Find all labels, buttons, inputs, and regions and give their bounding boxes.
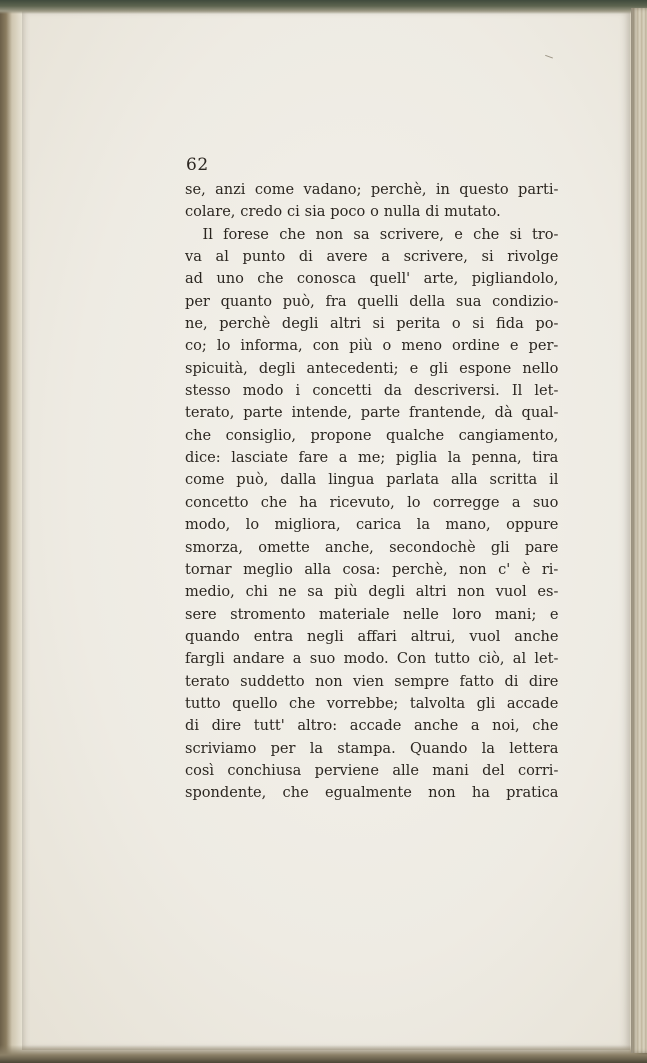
- word: frantende,: [409, 403, 486, 422]
- word: se,: [185, 180, 206, 198]
- word: egualmente: [324, 783, 412, 802]
- word: tutt': [253, 716, 285, 735]
- word: materiale: [319, 604, 390, 623]
- word: scritta: [489, 470, 538, 489]
- word: mano,: [445, 515, 491, 534]
- word: non: [315, 224, 344, 243]
- word: si: [481, 247, 494, 266]
- word: di: [298, 247, 313, 266]
- word: conosca: [296, 269, 357, 288]
- word: a: [511, 492, 521, 511]
- word: es-: [537, 582, 559, 601]
- word: al: [215, 247, 229, 266]
- word: scriviamo: [185, 738, 257, 757]
- text-line: [185, 513, 558, 535]
- text-line: [185, 759, 558, 781]
- word: propone: [310, 425, 372, 444]
- word: terato: [185, 671, 230, 690]
- text-line: [185, 781, 558, 803]
- word: per: [185, 291, 210, 310]
- word: lo: [245, 515, 260, 534]
- word: si: [509, 224, 522, 243]
- word: in: [435, 180, 450, 198]
- word: che: [532, 716, 559, 735]
- word: modo,: [185, 515, 231, 534]
- word: e: [509, 336, 519, 355]
- word: fida: [496, 314, 524, 333]
- word: sa: [353, 224, 370, 243]
- word: anche,: [324, 537, 374, 556]
- word: forese: [223, 224, 269, 243]
- text-line: [185, 625, 558, 647]
- word: me;: [357, 448, 386, 467]
- text-line: [185, 379, 558, 401]
- text-line: [185, 692, 558, 714]
- word: ad: [185, 269, 203, 288]
- word: accade: [349, 716, 402, 735]
- word: per-: [528, 336, 559, 355]
- word: punto: [242, 247, 286, 266]
- word: credo: [240, 202, 283, 221]
- text-line: [185, 334, 558, 356]
- word: parte: [360, 403, 401, 422]
- word: tutto: [185, 693, 221, 712]
- word: lo: [216, 336, 231, 355]
- word: qualche: [385, 425, 445, 444]
- word: rivolge: [507, 247, 559, 266]
- word: colare,: [185, 202, 236, 221]
- word: che: [282, 783, 309, 802]
- word: parti-: [518, 180, 559, 198]
- word: spicuità,: [185, 358, 248, 377]
- word: po-: [535, 314, 559, 333]
- word: fra: [325, 291, 347, 310]
- word: e: [409, 358, 419, 377]
- word: quanto: [220, 291, 272, 310]
- word: questo: [459, 180, 509, 198]
- word: cangiamento,: [458, 425, 559, 444]
- text-line: [185, 491, 558, 513]
- word: chi: [245, 582, 268, 601]
- word: va: [185, 247, 202, 266]
- word: lettera: [509, 738, 559, 757]
- word: uno: [216, 269, 244, 288]
- word: dice:: [185, 448, 221, 467]
- word: degli: [281, 314, 319, 333]
- word: dire: [211, 716, 242, 735]
- word: smorza,: [185, 537, 243, 556]
- word: alla: [304, 559, 332, 578]
- word: perchè,: [391, 559, 448, 578]
- word: il: [549, 470, 559, 489]
- word: medio,: [185, 582, 235, 601]
- word: la: [447, 448, 462, 467]
- word: non: [428, 783, 456, 802]
- word: scrivere,: [379, 224, 445, 243]
- word: vadano;: [303, 180, 362, 198]
- word: o: [370, 202, 379, 221]
- word: Quando: [409, 738, 468, 757]
- word: lasciate: [231, 448, 288, 467]
- word: entra: [253, 626, 294, 645]
- word: Il: [202, 224, 213, 243]
- text-line: [185, 357, 558, 379]
- word: condizio-: [492, 291, 559, 310]
- word: tro-: [531, 224, 559, 243]
- word: quello: [232, 693, 278, 712]
- word: di: [185, 716, 199, 735]
- text-line: [185, 424, 558, 446]
- word: intende,: [291, 403, 352, 422]
- word: sa: [307, 582, 324, 601]
- word: ordine: [452, 336, 500, 355]
- word: c': [498, 559, 511, 578]
- word: quando: [185, 626, 240, 645]
- word: meno: [401, 336, 442, 355]
- word: dà: [494, 403, 513, 422]
- word: che: [473, 224, 500, 243]
- word: penna,: [471, 448, 522, 467]
- text-line: [185, 401, 558, 423]
- word: non: [315, 671, 343, 690]
- word: a: [338, 448, 348, 467]
- word: stesso: [185, 381, 231, 400]
- word: mani;: [494, 604, 537, 623]
- word: altri: [415, 582, 447, 601]
- word: modo.: [343, 649, 389, 668]
- word: migliora,: [274, 515, 341, 534]
- word: let-: [534, 649, 559, 668]
- word: loro: [452, 604, 482, 623]
- word: secondochè: [389, 537, 476, 556]
- word: a: [381, 247, 390, 266]
- word: o: [451, 314, 461, 333]
- text-line: [185, 647, 558, 669]
- text-line: [185, 446, 558, 468]
- word: informa,: [240, 336, 303, 355]
- word: ha: [471, 783, 490, 802]
- word: arte,: [423, 269, 459, 288]
- word: noi,: [492, 716, 520, 735]
- word: conchiusa: [227, 760, 302, 779]
- text-line: [185, 245, 558, 267]
- word: può,: [282, 291, 315, 310]
- word: si: [472, 314, 485, 333]
- word: Il: [511, 381, 523, 400]
- text-line: [185, 468, 558, 490]
- word: suo: [532, 492, 559, 511]
- word: a: [470, 716, 480, 735]
- word: omette: [258, 537, 310, 556]
- binding-top-edge: [0, 0, 647, 14]
- word: per: [270, 738, 296, 757]
- word: negli: [307, 626, 344, 645]
- word: quell': [369, 269, 411, 288]
- text-line: [185, 178, 558, 200]
- word: ri-: [541, 559, 559, 578]
- word: pratica: [506, 783, 559, 802]
- word: del: [482, 760, 505, 779]
- word: fargli: [185, 649, 225, 668]
- word: espone: [459, 358, 512, 377]
- word: è: [521, 559, 531, 578]
- text-line: [185, 312, 558, 334]
- word: non: [457, 582, 485, 601]
- word: sere: [185, 604, 217, 623]
- word: stampa.: [337, 738, 396, 757]
- text-line: [185, 714, 558, 736]
- word: lo: [407, 492, 421, 511]
- text-line: [185, 670, 558, 692]
- word: può,: [236, 470, 269, 489]
- word: dalla: [280, 470, 317, 489]
- word: che: [279, 224, 306, 243]
- word: perchè,: [370, 180, 427, 198]
- word: non: [459, 559, 487, 578]
- word: corregge: [432, 492, 500, 511]
- word: che: [289, 693, 316, 712]
- word: sua: [455, 291, 482, 310]
- word: spondente,: [185, 783, 267, 802]
- word: tornar: [185, 559, 232, 578]
- word: perchè: [219, 314, 271, 333]
- word: accade: [506, 693, 559, 712]
- word: suddetto: [240, 671, 305, 690]
- word: da: [383, 381, 402, 400]
- text-line: [185, 200, 558, 222]
- word: e: [454, 224, 463, 243]
- word: tutto: [434, 649, 471, 668]
- text-line: [185, 290, 558, 312]
- text-line: [185, 580, 558, 602]
- word: parlata: [386, 470, 440, 489]
- word: andare: [232, 649, 285, 668]
- word: che: [185, 425, 212, 444]
- word: sia: [304, 202, 326, 221]
- word: la: [309, 738, 324, 757]
- word: gli: [429, 358, 448, 377]
- word: come: [185, 470, 225, 489]
- word: ne: [278, 582, 297, 601]
- word: cosa:: [342, 559, 381, 578]
- word: vorrebbe;: [326, 693, 399, 712]
- word: con: [312, 336, 340, 355]
- word: piglia: [395, 448, 438, 467]
- word: della: [409, 291, 446, 310]
- word: più: [334, 582, 358, 601]
- word: carica: [356, 515, 402, 534]
- word: come: [254, 180, 295, 198]
- word: antecedenti;: [306, 358, 399, 377]
- word: ciò,: [478, 649, 505, 668]
- page-leaves-edge: [631, 8, 647, 1053]
- word: fatto: [459, 671, 495, 690]
- word: stromento: [230, 604, 306, 623]
- word: alle: [392, 760, 419, 779]
- word: pigliandolo,: [471, 269, 559, 288]
- word: a: [292, 649, 302, 668]
- word: nulla: [383, 202, 421, 221]
- word: gli: [476, 693, 496, 712]
- text-line: [185, 267, 558, 289]
- word: ne,: [185, 314, 208, 333]
- word: poco: [330, 202, 366, 221]
- word: mutato.: [444, 202, 501, 221]
- word: gli: [490, 537, 510, 556]
- word: nello: [522, 358, 559, 377]
- text-line: [185, 737, 558, 759]
- word: co;: [185, 336, 207, 355]
- word: ci: [286, 202, 300, 221]
- word: vuol: [495, 582, 527, 601]
- word: talvolta: [409, 693, 466, 712]
- word: vuol: [469, 626, 501, 645]
- word: pare: [524, 537, 559, 556]
- word: affari: [357, 626, 397, 645]
- word: lingua: [328, 470, 375, 489]
- word: perviene: [314, 760, 380, 779]
- word: meglio: [243, 559, 293, 578]
- word: modo: [242, 381, 284, 400]
- word: altri: [330, 314, 361, 333]
- word: la: [481, 738, 495, 757]
- text-line: [185, 223, 558, 245]
- text-line: [185, 603, 558, 625]
- word: perita: [396, 314, 441, 333]
- word: e: [549, 604, 559, 623]
- word: altro:: [297, 716, 338, 735]
- word: mani: [432, 760, 469, 779]
- word: descriversi.: [414, 381, 500, 400]
- word: oppure: [506, 515, 559, 534]
- word: corri-: [517, 760, 559, 779]
- word: che: [257, 269, 284, 288]
- word: concetti: [312, 381, 372, 400]
- word: parte: [243, 403, 283, 422]
- binding-bottom-edge: [0, 1045, 647, 1063]
- word: più: [349, 336, 373, 355]
- word: i: [295, 381, 301, 400]
- word: di: [425, 202, 440, 221]
- word: alla: [450, 470, 478, 489]
- word: al: [512, 649, 527, 668]
- word: avere: [326, 247, 368, 266]
- word: così: [185, 760, 215, 779]
- word: suo: [309, 649, 336, 668]
- word: tira: [532, 448, 559, 467]
- word: anche: [514, 626, 559, 645]
- text-lines: [185, 178, 570, 804]
- word: Con: [396, 649, 427, 668]
- word: ha: [299, 492, 318, 511]
- word: ricevuto,: [329, 492, 395, 511]
- word: o: [382, 336, 392, 355]
- word: degli: [368, 582, 405, 601]
- word: altrui,: [410, 626, 456, 645]
- word: che: [260, 492, 287, 511]
- word: let-: [534, 381, 559, 400]
- word: di: [504, 671, 519, 690]
- word: dire: [528, 671, 559, 690]
- text-line: [185, 536, 558, 558]
- word: anzi: [215, 180, 246, 198]
- word: vien: [353, 671, 384, 690]
- word: fare: [298, 448, 329, 467]
- page-text-block: [185, 155, 570, 804]
- word: quelli: [357, 291, 399, 310]
- text-line: [185, 558, 558, 580]
- word: consiglio,: [225, 425, 297, 444]
- word: terato,: [185, 403, 235, 422]
- word: si: [372, 314, 385, 333]
- word: anche: [414, 716, 459, 735]
- word: nelle: [402, 604, 439, 623]
- page-number: 62: [186, 155, 209, 175]
- word: concetto: [185, 492, 249, 511]
- word: sempre: [394, 671, 450, 690]
- word: scrivere,: [403, 247, 468, 266]
- word: degli: [258, 358, 296, 377]
- word: la: [416, 515, 431, 534]
- word: qual-: [521, 403, 559, 422]
